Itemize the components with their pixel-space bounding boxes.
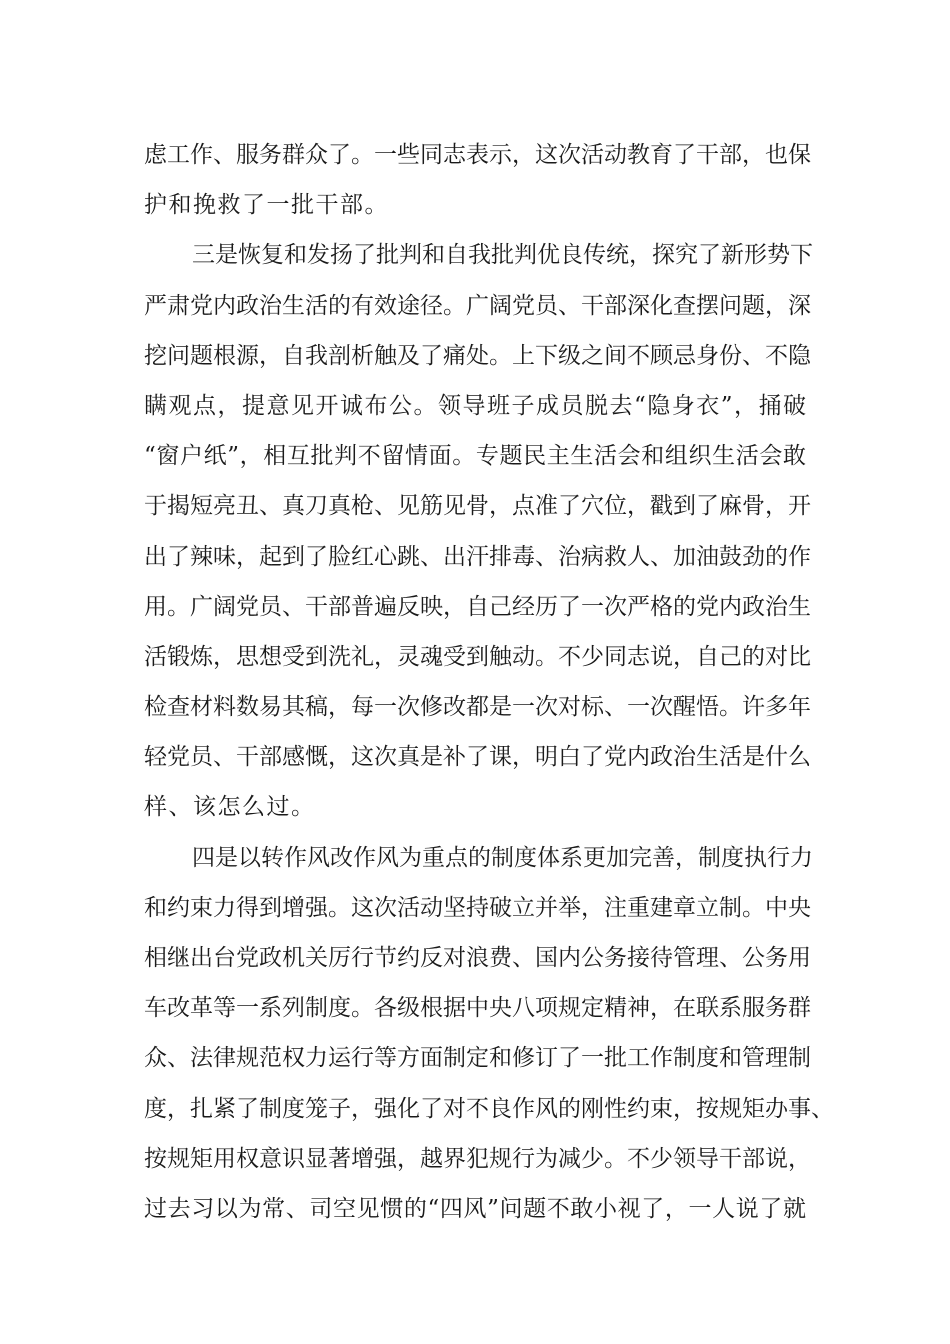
text-line: 众、法律规范权力运行等方面制定和修订了一批工作制度和管理制 [144, 1045, 811, 1072]
text-line: 出了辣味，起到了脸红心跳、出汗排毒、治病救人、加油鼓劲的作 [144, 543, 811, 570]
paragraph-start-line: 四是以转作风改作风为重点的制度体系更加完善，制度执行力 [192, 844, 813, 871]
text-line: 车改革等一系列制度。各级根据中央八项规定精神，在联系服务群 [144, 995, 811, 1022]
text-line: 轻党员、干部感慨，这次真是补了课，明白了党内政治生活是什么 [144, 744, 811, 771]
paragraph-start-line: 三是恢复和发扬了批判和自我批判优良传统，探究了新形势下 [192, 242, 813, 269]
text-line: 挖问题根源，自我剖析触及了痛处。上下级之间不顾忌身份、不隐 [144, 342, 811, 369]
text-line: 相继出台党政机关厉行节约反对浪费、国内公务接待管理、公务用 [144, 945, 811, 971]
text-line: 检查材料数易其稿，每一次修改都是一次对标、一次醒悟。许多年 [144, 694, 811, 721]
text-line: 用。广阔党员、干部普遍反映，自己经历了一次严格的党内政治生 [144, 593, 811, 620]
text-line: 按规矩用权意识显著增强，越界犯规行为减少。不少领导干部说， [144, 1145, 811, 1172]
text-line: 护和挽救了一批干部。 [144, 192, 389, 219]
text-line: 样、该怎么过。 [144, 794, 316, 821]
text-line: 过去习以为常、司空见惯的“四风”问题不敢小视了，一人说了就 [144, 1195, 806, 1222]
text-line: 于揭短亮丑、真刀真枪、见筋见骨，点准了穴位，戳到了麻骨，开 [144, 493, 811, 520]
body-text [144, 130, 834, 1234]
text-line: 严肃党内政治生活的有效途径。广阔党员、干部深化查摆问题，深 [144, 292, 811, 319]
text-line: “窗户纸”，相互批判不留情面。专题民主生活会和组织生活会敢 [144, 443, 806, 470]
text-line: 活锻炼，思想受到洗礼，灵魂受到触动。不少同志说，自己的对比 [144, 643, 811, 670]
text-line: 和约束力得到增强。这次活动坚持破立并举，注重建章立制。中央 [144, 894, 811, 921]
text-line: 度，扎紧了制度笼子，强化了对不良作风的刚性约束，按规矩办事、 [144, 1095, 834, 1122]
text-line: 虑工作、服务群众了。一些同志表示，这次活动教育了干部，也保 [144, 142, 811, 168]
text-line: 瞒观点，提意见开诚布公。领导班子成员脱去“隐身衣”，捅破 [144, 392, 806, 419]
